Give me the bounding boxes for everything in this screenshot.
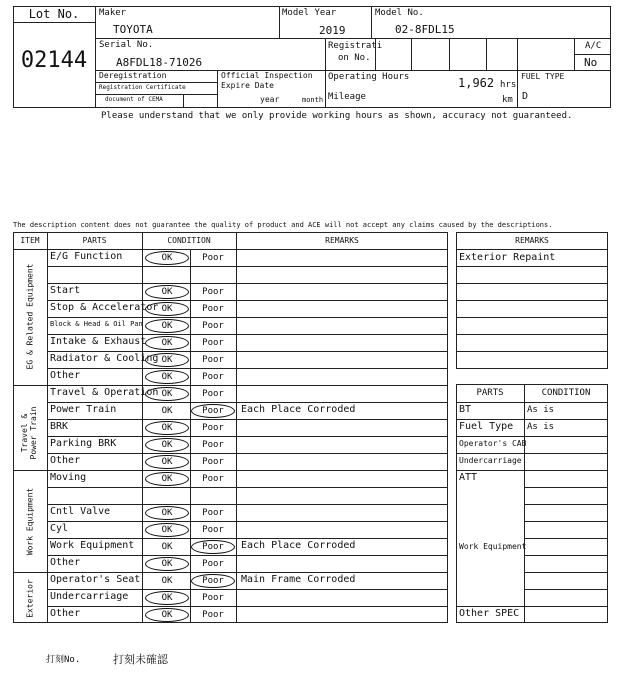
inspection-label-2: Expire Date — [221, 81, 274, 90]
model-no-label: Model No. — [375, 8, 424, 18]
row-ok-option: OK — [161, 576, 173, 586]
row-part: Intake & Exhaust — [50, 335, 147, 347]
inspection-month-label: month — [302, 96, 324, 104]
row-poor-option: Poor — [202, 423, 224, 433]
row-ok-option: OK — [145, 336, 189, 350]
lot-number: 02144 — [20, 48, 88, 73]
row-ok-option: OK — [145, 557, 189, 571]
row-part: Other — [50, 454, 81, 466]
section-label-work: Work Equipment — [25, 487, 35, 556]
row-ok-option: OK — [161, 406, 173, 416]
hours-label: Operating Hours — [328, 72, 410, 82]
row-ok-option: OK — [145, 387, 189, 401]
row-ok-option: OK — [145, 523, 189, 537]
row-part: E/G Function — [50, 250, 123, 262]
row-part: Work Equipment — [50, 539, 135, 551]
row-ok-option: OK — [145, 353, 189, 367]
row-part: BRK — [50, 420, 69, 432]
row-ok-option: OK — [145, 455, 189, 469]
row-poor-option: Poor — [202, 440, 224, 450]
side-col-parts: PARTS — [476, 388, 504, 398]
model-year-label: Model Year — [282, 8, 337, 18]
row-part: Operator's Seat — [50, 573, 141, 585]
row-poor-option: Poor — [202, 610, 224, 620]
inspection-label-1: Official Inspection — [221, 71, 313, 80]
row-part: Other — [50, 369, 81, 381]
notice-text: Please understand that we only provide working hours as shown, accuracy not guaranteed. — [101, 111, 573, 121]
dereg-doc: document of CEMA — [105, 96, 163, 103]
row-part: Cntl Valve — [50, 505, 111, 517]
side-part-name: Other SPEC — [459, 608, 520, 619]
side-part-condition: As is — [527, 405, 555, 415]
row-poor-option: Poor — [191, 574, 235, 588]
km-unit: km — [502, 95, 513, 105]
row-ok-option: OK — [145, 370, 189, 384]
side-part-name: Work Equipment — [459, 542, 527, 551]
fuel-label: FUEL TYPE — [521, 72, 565, 81]
side-col-condition: CONDITION — [541, 388, 591, 398]
side-part-name: BT — [459, 404, 472, 415]
col-condition: CONDITION — [167, 236, 211, 245]
row-poor-option: Poor — [202, 372, 224, 382]
row-part: Other — [50, 607, 81, 619]
maker-label: Maker — [99, 8, 127, 18]
row-remark: Each Place Corroded — [241, 540, 356, 551]
row-part: Power Train — [50, 403, 117, 415]
row-ok-option: OK — [145, 472, 189, 486]
disclaimer-text: The description content does not guarantee the quality of product and ACE will not accept any claims caused by the descriptions. — [13, 221, 553, 229]
side-part-name: Operator's CAB — [459, 439, 527, 448]
stamp-label: 打刻No. — [46, 655, 81, 665]
row-ok-option: OK — [145, 285, 189, 299]
section-label-travel — [20, 395, 40, 471]
fuel-value: D — [522, 91, 529, 102]
col-remarks: REMARKS — [325, 236, 359, 245]
row-ok-option: OK — [145, 608, 189, 622]
row-ok-option: OK — [145, 438, 189, 452]
registration-label-2: on No. — [338, 53, 371, 63]
model-year-value: 2019 — [319, 24, 346, 37]
side-part-name: Fuel Type — [459, 421, 514, 432]
mileage-label: Mileage — [328, 92, 366, 102]
registration-label-1: Registrati — [328, 41, 383, 51]
inspection-year-label: year — [260, 95, 280, 104]
row-part: Stop & Accelerator — [50, 301, 159, 313]
col-item: ITEM — [20, 236, 40, 245]
row-poor-option: Poor — [202, 338, 224, 348]
col-parts: PARTS — [82, 236, 107, 245]
row-poor-option: Poor — [202, 389, 224, 399]
row-poor-option: Poor — [191, 404, 235, 418]
ac-value: No — [584, 56, 598, 69]
row-ok-option: OK — [145, 319, 189, 333]
row-part: Undercarriage — [50, 590, 129, 602]
dereg-label: Deregistration — [99, 71, 167, 80]
row-poor-option: Poor — [202, 593, 224, 603]
hours-unit: hrs — [500, 80, 517, 90]
side-remarks-title: REMARKS — [515, 236, 549, 245]
side-remark-item: Exterior Repaint — [459, 252, 556, 263]
row-ok-option: OK — [145, 421, 189, 435]
row-poor-option: Poor — [202, 457, 224, 467]
side-part-condition: As is — [527, 422, 555, 432]
dereg-cert: Registration Certificate — [99, 84, 186, 91]
row-part: Travel & Operation — [50, 386, 159, 398]
section-label-travel-text: Travel & Power Train — [20, 406, 38, 460]
section-label-exterior: Exterior — [25, 579, 35, 618]
row-part: Moving — [50, 471, 87, 483]
side-part-name: Undercarriage — [459, 456, 522, 465]
section-label-eg: EG & Related Equipment — [25, 263, 35, 370]
row-poor-option: Poor — [191, 540, 235, 554]
row-part: Radiator & Cooling — [50, 352, 159, 364]
row-poor-option: Poor — [202, 287, 224, 297]
model-no-value: 02-8FDL15 — [395, 23, 455, 36]
lot-label: Lot No. — [28, 7, 80, 21]
row-part: Start — [50, 284, 81, 296]
row-ok-option: OK — [145, 251, 189, 265]
maker-value: TOYOTA — [113, 23, 153, 36]
side-part-name: ATT — [459, 472, 478, 483]
row-part: Parking BRK — [50, 437, 117, 449]
row-ok-option: OK — [145, 302, 189, 316]
row-poor-option: Poor — [202, 253, 224, 263]
row-part: Other — [50, 556, 81, 568]
row-poor-option: Poor — [202, 474, 224, 484]
row-poor-option: Poor — [202, 355, 224, 365]
row-ok-option: OK — [145, 591, 189, 605]
hours-value: 1,962 — [458, 76, 495, 90]
row-remark: Each Place Corroded — [241, 404, 356, 415]
serial-label: Serial No. — [99, 40, 154, 50]
row-poor-option: Poor — [202, 559, 224, 569]
row-poor-option: Poor — [202, 304, 224, 314]
row-poor-option: Poor — [202, 508, 224, 518]
row-remark: Main Frame Corroded — [241, 574, 356, 585]
serial-value: A8FDL18-71026 — [116, 56, 203, 69]
stamp-value: 打刻未確認 — [113, 653, 168, 666]
row-poor-option: Poor — [202, 525, 224, 535]
row-part: Cyl — [50, 522, 69, 534]
row-ok-option: OK — [161, 542, 173, 552]
row-ok-option: OK — [145, 506, 189, 520]
ac-label: A/C — [585, 41, 602, 51]
row-part: Block & Head & Oil Pan — [50, 320, 143, 328]
row-poor-option: Poor — [202, 321, 224, 331]
